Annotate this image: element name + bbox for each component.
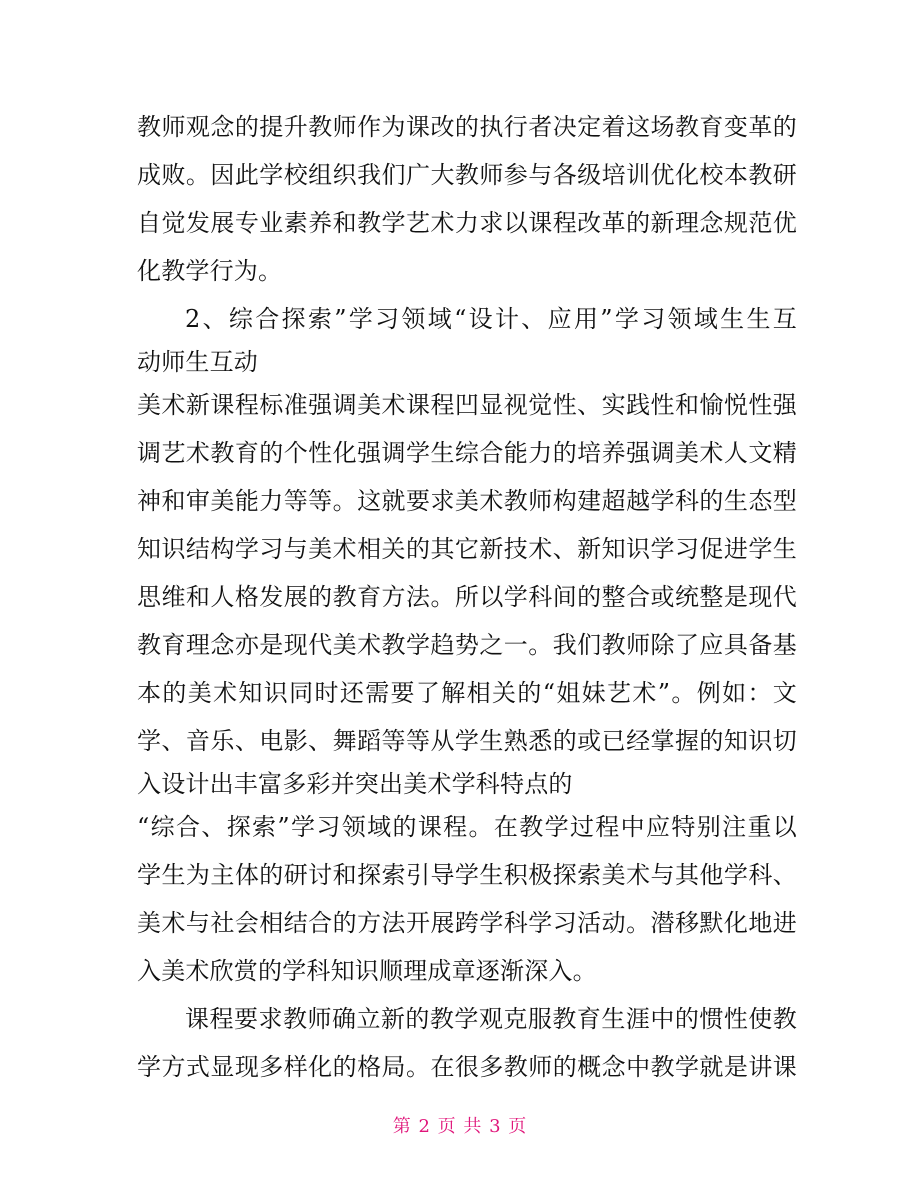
page-number-footer: 第 2 页 共 3 页 bbox=[392, 1116, 528, 1137]
paragraph-line: 美术与社会相结合的方法开展跨学科学习活动。潜移默化地进 bbox=[137, 909, 797, 937]
paragraph-line: 本的美术知识同时还需要了解相关的“姐妹艺术”。例如：文 bbox=[137, 679, 797, 707]
paragraph-line: 入设计出丰富多彩并突出美术学科特点的 bbox=[137, 770, 573, 798]
paragraph-line: 学方式显现多样化的格局。在很多教师的概念中教学就是讲课 bbox=[137, 1053, 797, 1081]
paragraph-line: 教育理念亦是现代美术教学趋势之一。我们教师除了应具备基 bbox=[137, 631, 797, 659]
paragraph-line: 调艺术教育的个性化强调学生综合能力的培养强调美术人文精 bbox=[137, 439, 797, 467]
section-heading-line: 动师生互动 bbox=[137, 348, 258, 376]
paragraph-line: 知识结构学习与美术相关的其它新技术、新知识学习促进学生 bbox=[137, 535, 797, 563]
paragraph-line: 思维和人格发展的教育方法。所以学科间的整合或统整是现代 bbox=[137, 583, 797, 611]
paragraph-line: 入美术欣赏的学科知识顺理成章逐渐深入。 bbox=[137, 957, 597, 985]
paragraph-line: 教师观念的提升教师作为课改的执行者决定着这场教育变革的 bbox=[137, 113, 797, 141]
paragraph-line: 化教学行为。 bbox=[137, 257, 283, 285]
section-heading-line: 2、综合探索”学习领域“设计、应用”学习领域生生互 bbox=[185, 305, 797, 333]
paragraph-line: 自觉发展专业素养和教学艺术力求以课程改革的新理念规范优 bbox=[137, 209, 797, 237]
paragraph-line: 美术新课程标准强调美术课程凹显视觉性、实践性和愉悦性强 bbox=[137, 391, 797, 419]
paragraph-line: 课程要求教师确立新的教学观克服教育生涯中的惯性使教 bbox=[185, 1005, 797, 1033]
paragraph-line: 学、音乐、电影、舞蹈等等从学生熟悉的或已经掌握的知识切 bbox=[137, 727, 797, 755]
paragraph-line: 神和审美能力等等。这就要求美术教师构建超越学科的生态型 bbox=[137, 487, 797, 515]
paragraph-line: 学生为主体的研讨和探索引导学生积极探索美术与其他学科、 bbox=[137, 861, 797, 889]
paragraph-line: “综合、探索”学习领域的课程。在教学过程中应特别注重以 bbox=[137, 813, 797, 841]
document-body bbox=[137, 103, 797, 1091]
paragraph-line: 成败。因此学校组织我们广大教师参与各级培训优化校本教研 bbox=[137, 161, 797, 189]
